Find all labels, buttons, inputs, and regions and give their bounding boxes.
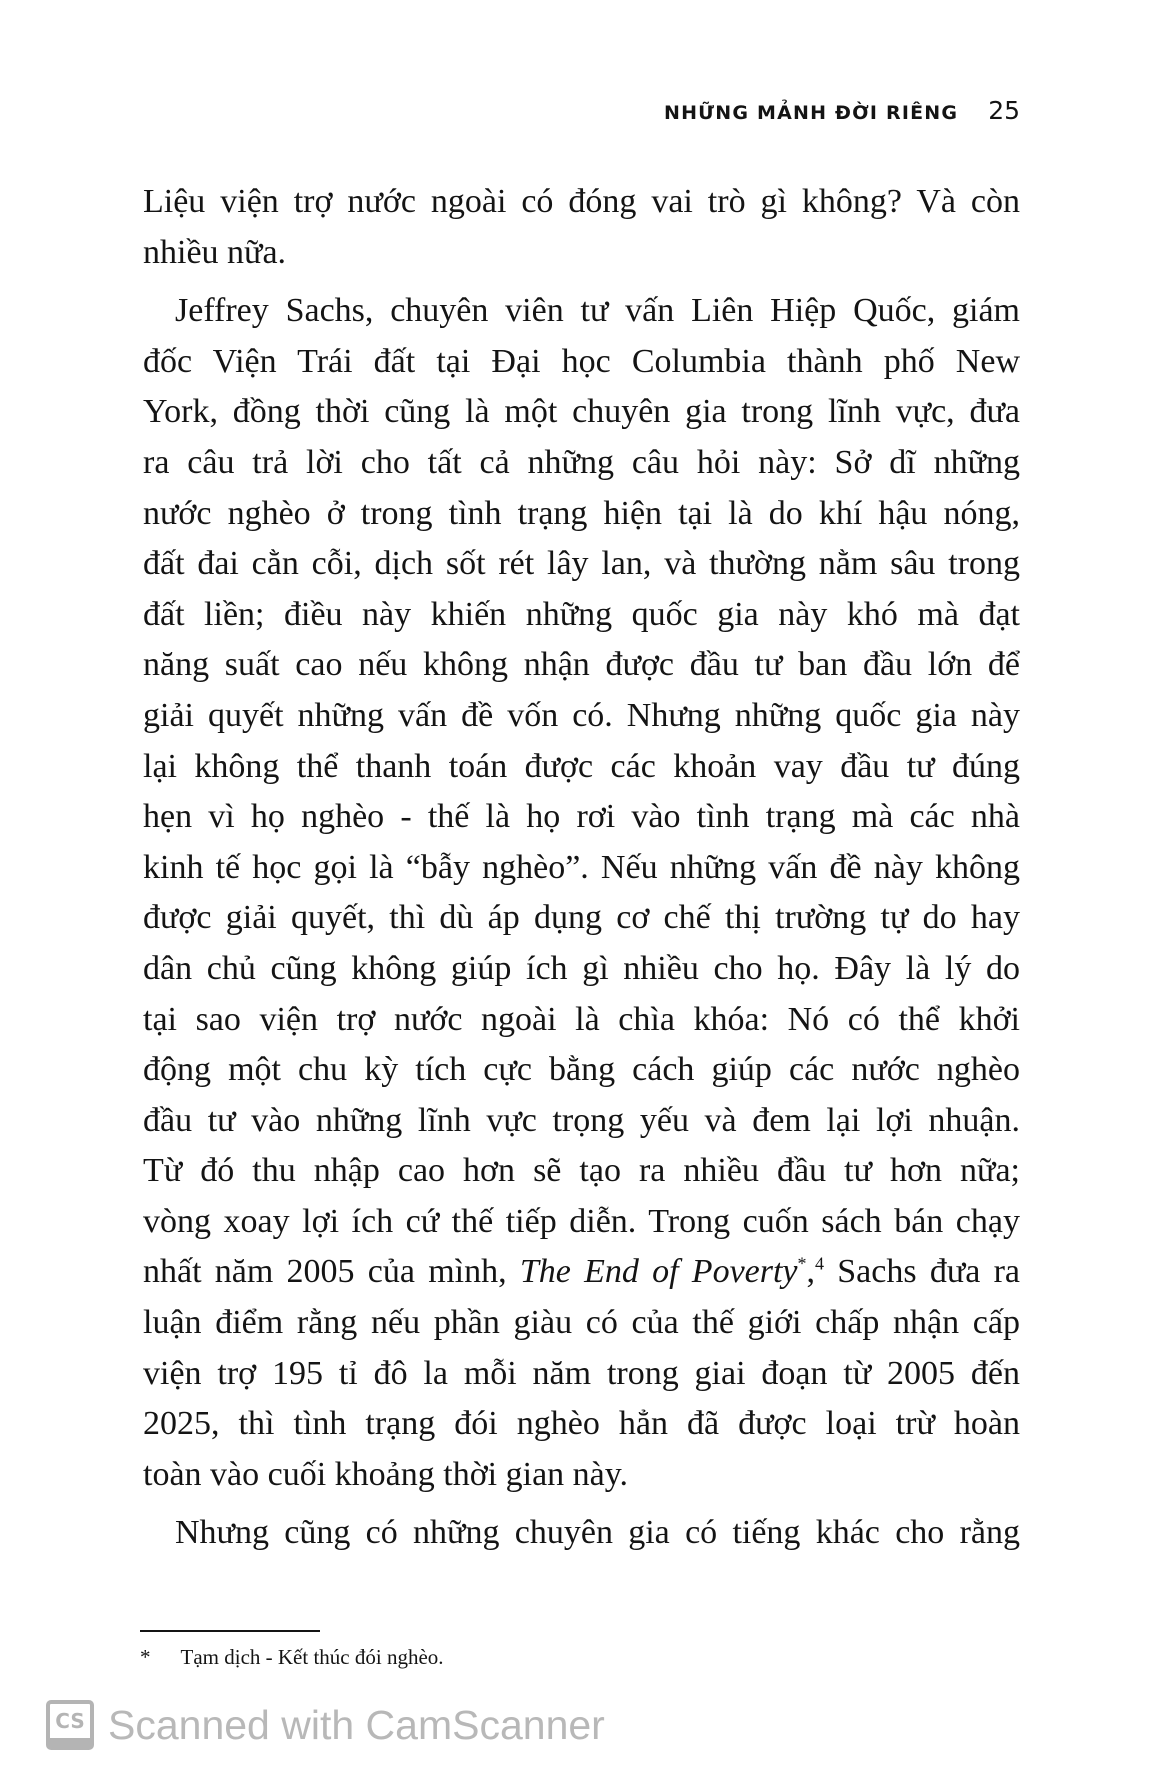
text-line: đất đai cằn cỗi, dịch sốt rét lây lan, và thường nằm sâu trong bbox=[143, 545, 1020, 583]
text-line: đất liền; điều này khiến những quốc gia này khó mà đạt bbox=[143, 595, 1020, 633]
text-line: giải quyết những vấn đề vốn có. Nhưng những quốc gia này bbox=[143, 696, 1020, 734]
text-line: ra câu trả lời cho tất cả những câu hỏi này: Sở dĩ những bbox=[143, 443, 1020, 481]
text-line: vòng xoay lợi ích cứ thế tiếp diễn. Trong cuốn sách bán chạy bbox=[143, 1202, 1020, 1240]
text-line: Từ đó thu nhập cao hơn sẽ tạo ra nhiều đầu tư hơn nữa; bbox=[143, 1152, 1020, 1190]
endnote-reference: 4 bbox=[815, 1254, 825, 1275]
text-line: Liệu viện trợ nước ngoài có đóng vai trò gì không? Và còn bbox=[143, 183, 1020, 220]
text-line: lại không thể thanh toán được các khoản vay đầu tư đúng bbox=[143, 747, 1020, 785]
watermark-text: Scanned with CamScanner bbox=[108, 1701, 605, 1748]
text-line: năng suất cao nếu không nhận được đầu tư ban đầu lớn để bbox=[143, 646, 1020, 684]
footnote-marker: * bbox=[140, 1645, 151, 1669]
text-line: viện trợ 195 tỉ đô la mỗi năm trong giai đoạn từ 2005 đến bbox=[143, 1354, 1020, 1392]
text-line: đầu tư vào những lĩnh vực trọng yếu và đem lại lợi nhuận. bbox=[143, 1101, 1020, 1139]
camscanner-watermark bbox=[46, 1700, 605, 1750]
running-title: NHỮNG MẢNH ĐỜI RIÊNG bbox=[663, 102, 959, 124]
text-line: Jeffrey Sachs, chuyên viên tư vấn Liên Hiệp Quốc, giám bbox=[175, 292, 1020, 330]
footnote-marker: * bbox=[797, 1254, 807, 1275]
citation-line bbox=[143, 1247, 1020, 1298]
citation-comma: , bbox=[806, 1253, 816, 1291]
text-line: 2025, thì tình trạng đói nghèo hẳn đã được loại trừ hoàn bbox=[143, 1405, 1020, 1443]
text-line: dân chủ cũng không giúp ích gì nhiều cho họ. Đây là lý do bbox=[143, 949, 1020, 987]
page-header bbox=[664, 96, 1020, 125]
text-line: nhiều nữa. bbox=[143, 233, 287, 271]
book-title: The End of Poverty bbox=[519, 1253, 798, 1291]
footnote-text: Tạm dịch - Kết thúc đói nghèo. bbox=[180, 1645, 444, 1669]
text-line: luận điểm rằng nếu phần giàu có của thế giới chấp nhận cấp bbox=[143, 1304, 1020, 1342]
text-line: động một chu kỳ tích cực bằng cách giúp các nước nghèo bbox=[143, 1051, 1020, 1089]
text-line: York, đồng thời cũng là một chuyên gia trong lĩnh vực, đưa bbox=[143, 393, 1020, 431]
text-line: được giải quyết, thì dù áp dụng cơ chế thị trường tự do hay bbox=[143, 899, 1020, 937]
text-line: Nhưng cũng có những chuyên gia có tiếng khác cho rằng bbox=[175, 1514, 1020, 1552]
text-line: đốc Viện Trái đất tại Đại học Columbia thành phố New bbox=[143, 342, 1020, 380]
body-text bbox=[143, 177, 1020, 1559]
footnote-divider bbox=[140, 1630, 320, 1632]
text-line: toàn vào cuối khoảng thời gian này. bbox=[143, 1455, 629, 1493]
footnote bbox=[140, 1645, 444, 1670]
text-line: kinh tế học gọi là “bẫy nghèo”. Nếu những vấn đề này không bbox=[143, 848, 1020, 886]
camscanner-logo-icon: CS bbox=[46, 1700, 94, 1750]
text-line: tại sao viện trợ nước ngoài là chìa khóa: Nó có thể khởi bbox=[143, 1000, 1020, 1038]
citation-after: Sachs đưa ra bbox=[824, 1253, 1020, 1291]
citation-before: nhất năm 2005 của mình, bbox=[143, 1253, 520, 1291]
page-number: 25 bbox=[988, 96, 1020, 125]
text-line: nước nghèo ở trong tình trạng hiện tại là do khí hậu nóng, bbox=[143, 494, 1020, 532]
text-line: hẹn vì họ nghèo - thế là họ rơi vào tình trạng mà các nhà bbox=[143, 798, 1020, 836]
